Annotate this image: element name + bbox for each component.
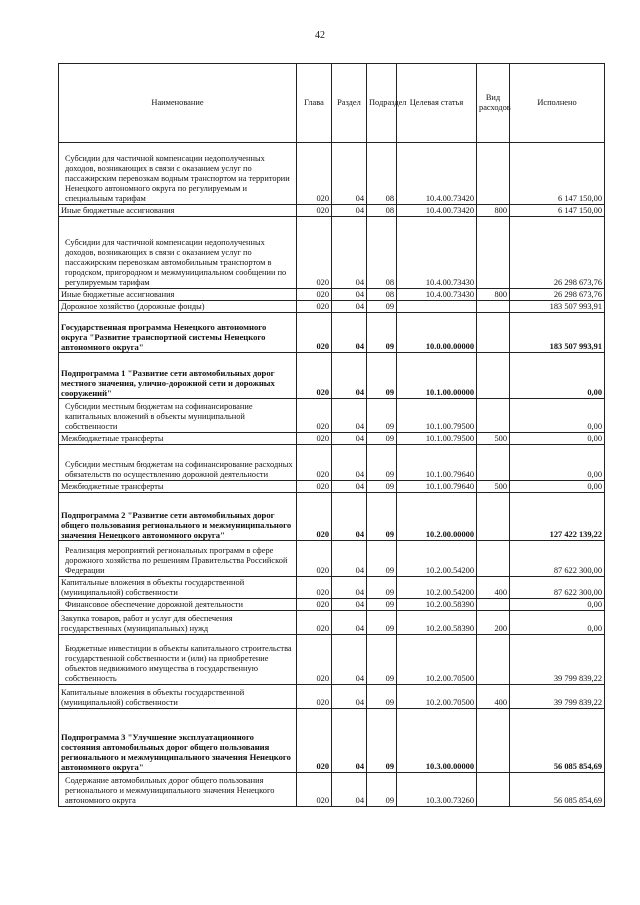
row-razdel: 04 <box>332 205 367 217</box>
row-razdel: 04 <box>332 577 367 599</box>
table-row <box>59 399 605 433</box>
row-vid <box>477 709 510 773</box>
row-target: 10.2.00.70500 <box>397 635 477 685</box>
table-row <box>59 599 605 611</box>
row-amount: 0,00 <box>510 399 605 433</box>
row-razdel: 04 <box>332 635 367 685</box>
row-glava: 020 <box>297 599 332 611</box>
row-podrazdel: 09 <box>367 685 397 709</box>
row-razdel: 04 <box>332 481 367 493</box>
row-razdel: 04 <box>332 709 367 773</box>
row-name: Реализация мероприятий региональных программ в сфере дорожного хозяйства по решениям Правительства Российской Федерации <box>59 541 297 577</box>
row-amount: 87 622 300,00 <box>510 541 605 577</box>
row-amount: 87 622 300,00 <box>510 577 605 599</box>
row-glava: 020 <box>297 541 332 577</box>
row-podrazdel: 09 <box>367 301 397 313</box>
row-glava: 020 <box>297 481 332 493</box>
row-target: 10.2.00.54200 <box>397 541 477 577</box>
row-amount: 0,00 <box>510 599 605 611</box>
table-header-row <box>59 64 605 143</box>
row-podrazdel: 09 <box>367 709 397 773</box>
row-vid <box>477 445 510 481</box>
row-vid <box>477 635 510 685</box>
row-name: Капитальные вложения в объекты государственной (муниципальной) собственности <box>59 685 297 709</box>
row-razdel: 04 <box>332 217 367 289</box>
row-glava: 020 <box>297 205 332 217</box>
row-podrazdel: 09 <box>367 399 397 433</box>
row-vid: 400 <box>477 577 510 599</box>
row-razdel: 04 <box>332 611 367 635</box>
row-razdel: 04 <box>332 353 367 399</box>
row-vid <box>477 143 510 205</box>
table-row <box>59 301 605 313</box>
row-target: 10.2.00.58390 <box>397 611 477 635</box>
row-name: Дорожное хозяйство (дорожные фонды) <box>59 301 297 313</box>
row-glava: 020 <box>297 493 332 541</box>
table-row <box>59 577 605 599</box>
row-vid <box>477 773 510 807</box>
row-name: Содержание автомобильных дорог общего пользования регионального и межмуниципального значения Ненецкого автономного округа <box>59 773 297 807</box>
row-vid <box>477 493 510 541</box>
table-row <box>59 611 605 635</box>
row-vid: 800 <box>477 205 510 217</box>
row-podrazdel: 09 <box>367 353 397 399</box>
row-amount: 56 085 854,69 <box>510 709 605 773</box>
row-glava: 020 <box>297 313 332 353</box>
table-row <box>59 433 605 445</box>
row-name: Подпрограмма 1 "Развитие сети автомобильных дорог местного значения, улично-дорожной сети и дорожных сооружений" <box>59 353 297 399</box>
row-target: 10.2.00.00000 <box>397 493 477 541</box>
row-target: 10.2.00.54200 <box>397 577 477 599</box>
page-number: 42 <box>315 30 325 41</box>
row-vid <box>477 541 510 577</box>
row-podrazdel: 08 <box>367 143 397 205</box>
table-row <box>59 709 605 773</box>
row-target: 10.1.00.79500 <box>397 399 477 433</box>
row-vid <box>477 301 510 313</box>
row-razdel: 04 <box>332 289 367 301</box>
row-vid: 500 <box>477 433 510 445</box>
row-amount: 26 298 673,76 <box>510 289 605 301</box>
table-row <box>59 353 605 399</box>
row-glava: 020 <box>297 773 332 807</box>
table-row <box>59 685 605 709</box>
row-podrazdel: 09 <box>367 445 397 481</box>
header-podrazdel: Подраздел <box>367 64 397 143</box>
row-razdel: 04 <box>332 493 367 541</box>
row-razdel: 04 <box>332 301 367 313</box>
header-razdel: Раздел <box>332 64 367 143</box>
row-razdel: 04 <box>332 773 367 807</box>
row-glava: 020 <box>297 217 332 289</box>
row-glava: 020 <box>297 399 332 433</box>
row-name: Субсидии местным бюджетам на софинансирование расходных обязательств по осуществлению дорожной деятельности <box>59 445 297 481</box>
row-amount: 56 085 854,69 <box>510 773 605 807</box>
row-vid <box>477 399 510 433</box>
row-razdel: 04 <box>332 685 367 709</box>
row-amount: 127 422 139,22 <box>510 493 605 541</box>
row-target: 10.1.00.00000 <box>397 353 477 399</box>
row-amount: 183 507 993,91 <box>510 313 605 353</box>
row-name: Государственная программа Ненецкого автономного округа "Развитие транспортной системы Ненецкого автономного округа" <box>59 313 297 353</box>
row-vid: 400 <box>477 685 510 709</box>
table-row <box>59 493 605 541</box>
row-podrazdel: 08 <box>367 205 397 217</box>
row-glava: 020 <box>297 611 332 635</box>
row-name: Закупка товаров, работ и услуг для обеспечения государственных (муниципальных) нужд <box>59 611 297 635</box>
table-row <box>59 313 605 353</box>
row-amount: 39 799 839,22 <box>510 635 605 685</box>
row-name: Межбюджетные трансферты <box>59 481 297 493</box>
row-vid <box>477 313 510 353</box>
row-razdel: 04 <box>332 399 367 433</box>
table-body <box>59 143 605 807</box>
row-name: Межбюджетные трансферты <box>59 433 297 445</box>
row-name: Финансовое обеспечение дорожной деятельности <box>59 599 297 611</box>
row-target: 10.2.00.70500 <box>397 685 477 709</box>
row-name: Иные бюджетные ассигнования <box>59 205 297 217</box>
row-glava: 020 <box>297 301 332 313</box>
row-podrazdel: 09 <box>367 635 397 685</box>
row-amount: 0,00 <box>510 353 605 399</box>
row-amount: 0,00 <box>510 433 605 445</box>
row-glava: 020 <box>297 353 332 399</box>
row-name: Иные бюджетные ассигнования <box>59 289 297 301</box>
row-podrazdel: 09 <box>367 599 397 611</box>
row-vid: 200 <box>477 611 510 635</box>
row-podrazdel: 09 <box>367 611 397 635</box>
row-target: 10.4.00.73430 <box>397 217 477 289</box>
row-vid <box>477 353 510 399</box>
row-target: 10.0.00.00000 <box>397 313 477 353</box>
row-razdel: 04 <box>332 143 367 205</box>
row-glava: 020 <box>297 635 332 685</box>
row-amount: 0,00 <box>510 481 605 493</box>
row-razdel: 04 <box>332 445 367 481</box>
row-razdel: 04 <box>332 599 367 611</box>
row-name: Капитальные вложения в объекты государственной (муниципальной) собственности <box>59 577 297 599</box>
row-razdel: 04 <box>332 541 367 577</box>
table-row <box>59 445 605 481</box>
table-row <box>59 205 605 217</box>
header-amount: Исполнено <box>510 64 605 143</box>
row-name: Субсидии для частичной компенсации недополученных доходов, возникающих в связи с оказанием услуг по пассажирским перевозкам автомобильным транспортом в городском, пригородном и межмуниципальном сообщении по регулируемым тарифам <box>59 217 297 289</box>
table-row <box>59 217 605 289</box>
header-name: Наименование <box>59 64 297 143</box>
table-row <box>59 143 605 205</box>
row-target: 10.1.00.79640 <box>397 481 477 493</box>
row-vid: 800 <box>477 289 510 301</box>
row-target: 10.3.00.73260 <box>397 773 477 807</box>
row-vid <box>477 599 510 611</box>
row-name: Субсидии для частичной компенсации недополученных доходов, возникающих в связи с оказанием услуг по пассажирским перевозкам водным транспортом на территории Ненецкого автономного округа по регулируемым и специальным тарифам <box>59 143 297 205</box>
row-name: Подпрограмма 3 "Улучшение эксплуатационного состояния автомобильных дорог общего пользования регионального и межмуниципального значения Ненецкого автономного округа" <box>59 709 297 773</box>
row-target: 10.4.00.73430 <box>397 289 477 301</box>
row-glava: 020 <box>297 143 332 205</box>
row-target: 10.4.00.73420 <box>397 143 477 205</box>
table-row <box>59 289 605 301</box>
header-target: Целевая статья <box>397 64 477 143</box>
row-amount: 6 147 150,00 <box>510 143 605 205</box>
row-podrazdel: 09 <box>367 433 397 445</box>
row-podrazdel: 09 <box>367 541 397 577</box>
row-amount: 26 298 673,76 <box>510 217 605 289</box>
row-vid <box>477 217 510 289</box>
header-glava: Глава <box>297 64 332 143</box>
table-row <box>59 541 605 577</box>
row-amount: 0,00 <box>510 611 605 635</box>
row-glava: 020 <box>297 289 332 301</box>
row-target: 10.4.00.73420 <box>397 205 477 217</box>
row-razdel: 04 <box>332 433 367 445</box>
row-target: 10.3.00.00000 <box>397 709 477 773</box>
table-row <box>59 635 605 685</box>
row-podrazdel: 08 <box>367 217 397 289</box>
budget-execution-table <box>58 63 605 807</box>
row-podrazdel: 09 <box>367 313 397 353</box>
row-glava: 020 <box>297 445 332 481</box>
row-glava: 020 <box>297 577 332 599</box>
row-amount: 39 799 839,22 <box>510 685 605 709</box>
row-amount: 6 147 150,00 <box>510 205 605 217</box>
row-glava: 020 <box>297 709 332 773</box>
row-razdel: 04 <box>332 313 367 353</box>
row-podrazdel: 09 <box>367 577 397 599</box>
row-amount: 0,00 <box>510 445 605 481</box>
row-vid: 500 <box>477 481 510 493</box>
row-target: 10.1.00.79640 <box>397 445 477 481</box>
row-podrazdel: 09 <box>367 493 397 541</box>
row-glava: 020 <box>297 685 332 709</box>
table-row <box>59 481 605 493</box>
row-podrazdel: 09 <box>367 773 397 807</box>
row-amount: 183 507 993,91 <box>510 301 605 313</box>
row-target <box>397 301 477 313</box>
row-name: Бюджетные инвестиции в объекты капитального строительства государственной собственности и (или) на приобретение объектов недвижимого имущества в государственную собственность <box>59 635 297 685</box>
row-name: Подпрограмма 2 "Развитие сети автомобильных дорог общего пользования регионального и межмуниципального значения Ненецкого автономного округа" <box>59 493 297 541</box>
table-row <box>59 773 605 807</box>
row-podrazdel: 09 <box>367 481 397 493</box>
row-target: 10.2.00.58390 <box>397 599 477 611</box>
row-podrazdel: 08 <box>367 289 397 301</box>
row-name: Субсидии местным бюджетам на софинансирование капитальных вложений в объекты муниципальной собственности <box>59 399 297 433</box>
header-vid: Вид расходов <box>477 64 510 143</box>
row-target: 10.1.00.79500 <box>397 433 477 445</box>
row-glava: 020 <box>297 433 332 445</box>
